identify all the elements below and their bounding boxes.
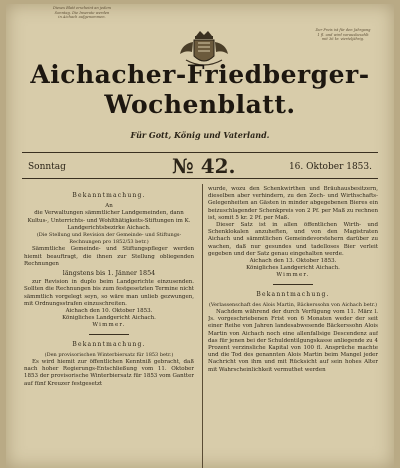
notice-heading: Bekanntmachung. (256, 290, 330, 298)
right-column (208, 186, 378, 468)
section-divider (273, 284, 313, 285)
notice-line: in Aichach aufgenommen. (58, 15, 106, 20)
masthead-title (6, 60, 394, 120)
column-divider (202, 184, 203, 468)
notice-line: 1 fl. und wird vorausbezahlt (317, 32, 369, 37)
header-rule-top (22, 152, 378, 153)
notice-deadline: längstens bis 1. Jänner 1854 (62, 269, 156, 278)
notice-line: Dieses Blatt erscheint an jedem (53, 6, 111, 10)
newspaper-page (6, 4, 394, 468)
notice-line: Der Preis ist für den Jahrgang (315, 28, 371, 32)
issue-date: 16. Oktober 1853. (288, 162, 372, 172)
notice-subject: (Verlassenschaft des Alois Martin, Bäckerssohn von Aichach betr.) (208, 301, 378, 308)
notice-paragraph: wurde, wozu den Schenkwirthen und Bräuhausbesitzern, dieselben aber verhindern, zu den Zech- und Wirthschafts-Gelegenheiten an Gästen in minder abgegebenen Bieres ein beizuschlagender Schenkpreis von 2 Pf. per Maß zu rechnen ist, somit 5 kr. 2 Pf. per Maß. (208, 186, 378, 221)
notice-place-date: Aichach den 10. Oktober 1853. (65, 308, 153, 315)
subscription-notice-right (296, 28, 390, 42)
dateline (22, 156, 378, 176)
left-column (24, 186, 194, 468)
notice-address: An (105, 203, 113, 210)
notice-address: die Verwaltungen sämmtlicher Landgemeinden, dann Kultus-, Unterrichts- und Wohlthätigkeits-Stiftungen im K. Landgerichtsbezirke Aichach. (27, 210, 191, 231)
issue-number: № 42. (172, 154, 236, 178)
subscription-notice-left (36, 6, 128, 20)
notice-heading: Bekanntmachung. (72, 192, 146, 199)
notice-paragraph: Sämmtliche Gemeinde- und Stiftungspfleger werden hiemit beauftragt, die ihnen zur Stellung obliegenden Rechnungen (24, 246, 194, 267)
notice-paragraph: Nachdem während der durch Verfügung vom 11. März l. Js. vorgeschriebenen Frist von 6 Monaten weder der seit einer Reihe von Jahren landesabwesende Bäckerssohn Alois Martin von Aichach noch eine allenfallsige Descendenz auf das für jenen bei der Schuldentilgungskasse anliegende zu 4 Prozent verzinsliche Kapital von 100 fl. Ansprüche machte und die Tod des genannten Alois Martin beim Mangel jeder Nachricht von ihm und mit Rücksicht auf sein hohes Alter mit Wahrscheinlichkeit vermuthet werden (208, 309, 378, 373)
notice-signature: Wimmer. (276, 272, 310, 279)
notice-line: Sonntag. Die Inserate werden (54, 10, 110, 15)
notice-subject: (Den provisorischen Winterbiersatz für 1853 betr.) (44, 351, 174, 358)
header-rule-bottom (22, 178, 378, 179)
notice-line: mit 36 kr. vierteljährig. (321, 37, 365, 42)
notice-paragraph: Es wird hiemit zur öffentlichen Kenntniß gebracht, daß nach hoher Regierungs-Entschließung vom 11. Oktober 1853 der provisorische Winterbiersatz für 1853 vom Gantter auf fünf Kreuzer festgesetzt (24, 359, 194, 387)
notice-place-date: Aichach den 13. Oktober 1853. (249, 258, 337, 265)
notice-subject: (Die Stellung und Revision der Gemeinde- und Stiftungs-Rechnungen pro 1852/53 betr.) (36, 232, 182, 246)
section-divider (89, 334, 129, 335)
notice-paragraph: Dieser Satz ist in allen öffentlichen Wirth- und Schenklokalen anzuheften, und von den Magistraten Aichach und sämmtlichen Gemeindevorstehern darüber zu wachen, daß nur gesundes und tadelloses Bier verleit gegeben und der Satz genau eingehalten werde. (208, 222, 378, 257)
notice-authority: Königliches Landgericht Aichach. (62, 315, 156, 322)
motto: Für Gott, König und Vaterland. (130, 130, 270, 140)
notice-paragraph: zur Revision in duplo beim Landgerichte einzusenden. Sollten die Rechnungen bis zum festgesetzten Termine nicht sämmtlich vorgelegt seyn, so wäre man unlieb gezwungen, mit Ordnungsstrafen einzuschreiten. (24, 279, 194, 307)
issue-day: Sonntag (28, 162, 66, 172)
notice-heading: Bekanntmachung. (72, 340, 146, 348)
notice-authority: Königliches Landgericht Aichach. (246, 265, 340, 272)
notice-signature: Wimmer. (92, 322, 126, 329)
title-line-1: Aichacher-Friedberger- (30, 60, 370, 89)
title-line-2: Wochenblatt. (104, 90, 296, 119)
